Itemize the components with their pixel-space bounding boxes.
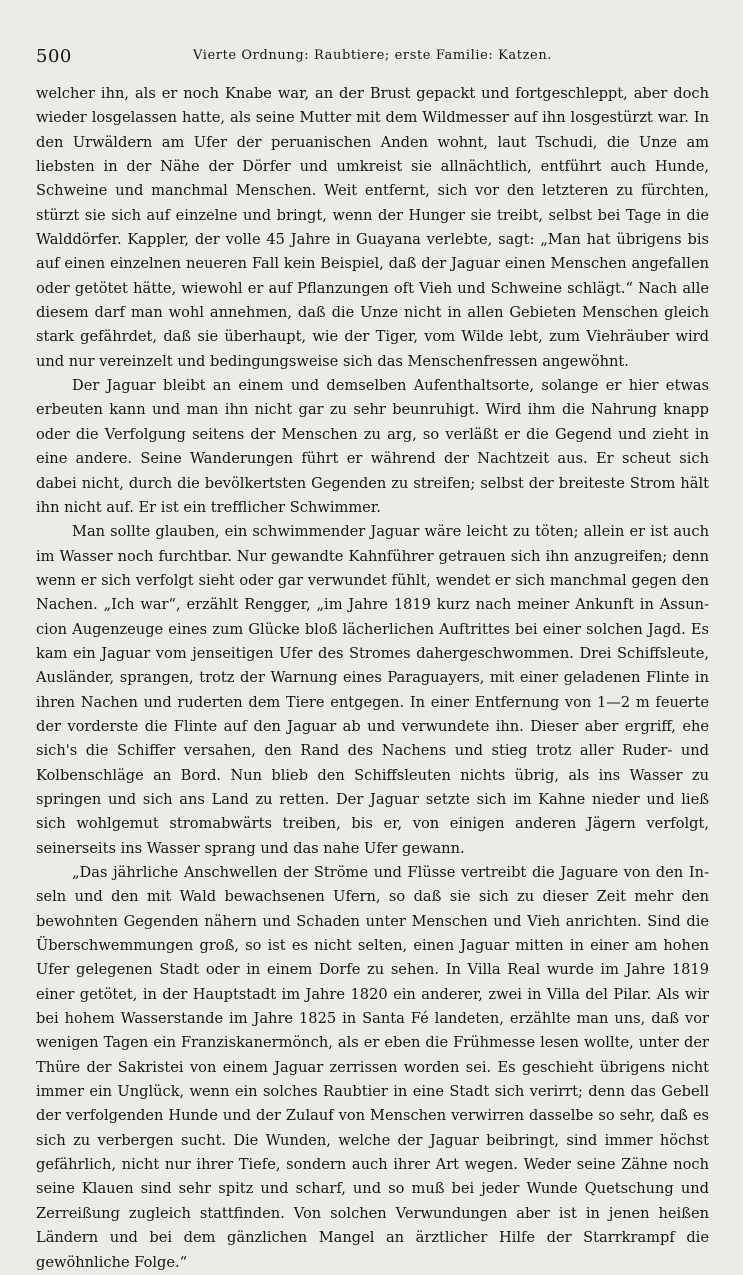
paragraph-3: Man sollte glauben, ein schwimmender Jaguar wäre leicht zu töten; allein er ist auch im Wasser noch furchtbar. Nur gewandte Kahnführer getrauen sich ihn anzugreifen; denn wenn er sich verfolgt sieht oder gar verwundet fühlt, wendet er sich manchmal gegen den Nachen. „Ich war“, erzählt Rengger, „im Jahre 1819 kurz nach meiner Ankunft in Assuncion Augenzeuge eines zum Glücke bloß lächerlichen Auftrittes bei einer solchen Jagd. Es kam ein Jaguar vom jenseitigen Ufer des Stromes dahergeschwommen. Drei Schiffsleute, Ausländer, sprangen, trotz der Warnung eines Paraguayers, mit einer geladenen Flinte in ihren Nachen und ruderten dem Tiere entgegen. In einer Entfernung von 1—2 m feuerte der vorderste die Flinte auf den Jaguar ab und verwundete ihn. Dieser aber ergriff, ehe sich's die Schiffer versahen, den Rand des Nachens und stieg trotz aller Ruder- und Kolbenschläge an Bord. Nun blieb den Schiffsleuten nichts übrig, als ins Wasser zu springen und sich ans Land zu retten. Der Jaguar setzte sich im Kahne nieder und ließ sich wohlgemut stromabwärts treiben, bis er, von einigen anderen Jägern verfolgt, seinerseits ins Wasser sprang und das nahe Ufer gewann. — [36, 523, 709, 857]
page-number: 500 — [36, 46, 72, 67]
body-text — [36, 82, 709, 1275]
page-header — [36, 46, 709, 72]
running-head: Vierte Ordnung: Raubtiere; erste Familie: Katzen. — [192, 48, 553, 63]
paragraph-2: Der Jaguar bleibt an einem und demselben Aufenthaltsorte, solange er hier etwas erbeuten kann und man ihn nicht gar zu sehr beunruhigt. Wird ihm die Nahrung knapp oder die Verfolgung seitens der Menschen zu arg, so verläßt er die Gegend und zieht in eine andere. Seine Wanderungen führt er während der Nachtzeit aus. Er scheut sich dabei nicht, durch die bevölkertsten Gegenden zu streifen; selbst der breiteste Strom hält ihn nicht auf. Er ist ein trefflicher Schwimmer. — [36, 377, 709, 516]
paragraph-4: „Das jährliche Anschwellen der Ströme und Flüsse vertreibt die Jaguare von den Inseln und den mit Wald bewachsenen Ufern, so daß sie sich zu dieser Zeit mehr den bewohnten Gegenden nähern und Schaden unter Menschen und Vieh anrichten. Sind die Überschwemmungen groß, so ist es nicht selten, einen Jaguar mitten in einer am hohen Ufer gelegenen Stadt oder in einem Dorfe zu sehen. In Villa Real wurde im Jahre 1819 einer getötet, in der Hauptstadt im Jahre 1820 ein anderer, zwei in Villa del Pilar. Als wir bei hohem Wasserstande im Jahre 1825 in Santa Fé landeten, erzählte man uns, daß vor wenigen Tagen ein Franziskanermönch, als er eben die Frühmesse lesen wollte, unter der Thüre der Sakristei von einem Jaguar zerrissen worden sei. Es geschieht übrigens nicht immer ein Unglück, wenn ein solches Raubtier in eine Stadt sich verirrt; denn das Gebell der verfolgenden Hunde und der Zulauf von Menschen verwirren dasselbe so sehr, daß es sich zu verbergen sucht. Die Wunden, welche der Jaguar beibringt, sind immer höchst gefährlich, nicht nur ihrer Tiefe, sondern auch ihrer Art wegen. Weder seine Zähne noch seine Klauen sind sehr spitz und scharf, und so muß bei jeder Wunde Quetschung und Zerreißung zugleich stattfinden. Von solchen Verwundungen aber ist in jenen heißen Ländern und bei dem gänzlichen Mangel an ärztlicher Hilfe der Starrkrampf die gewöhnliche Folge.“ — [36, 864, 709, 1271]
paragraph-1: welcher ihn, als er noch Knabe war, an der Brust gepackt und fortgeschleppt, aber doch wieder losgelassen hatte, als seine Mutter mit dem Wildmesser auf ihn losgestürzt war. In den Urwäldern am Ufer der peruanischen Anden wohnt, laut Tschudi, die Unze am liebsten in der Nähe der Dörfer und umkreist sie allnächtlich, entführt auch Hunde, Schweine und manchmal Menschen. Weit entfernt, sich vor den letzteren zu fürchten, stürzt sie sich auf einzelne und bringt, wenn der Hunger sie treibt, selbst bei Tage in die Walddörfer. Kappler, der volle 45 Jahre in Guayana verlebte, sagt: „Man hat übrigens bis auf einen einzelnen neueren Fall kein Beispiel, daß der Jaguar einen Menschen angefallen oder getötet hätte, wiewohl er auf Pflanzungen oft Vieh und Schweine schlägt.“ Nach alle diesem darf man wohl annehmen, daß die Unze nicht in allen Gebieten Menschen gleich stark gefährdet, daß sie überhaupt, wie der Tiger, vom Wilde lebt, zum Viehräuber wird und nur vereinzelt und bedingungsweise sich das Menschenfressen angewöhnt. — [36, 85, 709, 370]
